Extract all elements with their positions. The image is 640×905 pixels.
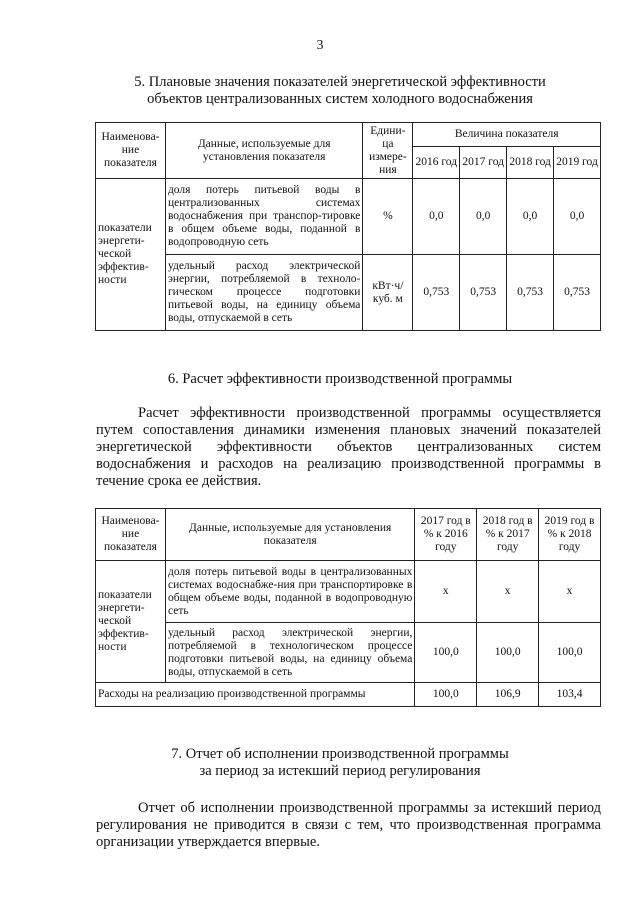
t1-row2-unit: кВт·ч/ куб. м — [363, 255, 413, 331]
t2-header-col: 2019 год в % к 2018 году — [539, 509, 601, 561]
t1-row1-value: 0,0 — [507, 179, 554, 255]
section6-paragraph-text: Расчет эффективности производственной программы осуществляется путем сопоставления динамики изменения плановых значений показателей энергетической эффективности объектов централизованных систем водоснабжения и расходов на реализацию производственной программы в течение срока ее действия. — [96, 405, 601, 489]
t1-row1-description: доля потерь питьевой воды в централизованных системах водоснабжения при транспор-тировке в общем объеме воды, поданной в водопроводную сеть — [165, 179, 362, 255]
t1-year: 2016 год — [413, 147, 460, 179]
t2-expenses-value: 103,4 — [539, 683, 601, 707]
section7-title — [60, 746, 620, 780]
t2-header-col: 2018 год в % к 2017 году — [477, 509, 539, 561]
t1-row2-description: удельный расход электрической энергии, потребляемой в техноло-гическом процессе подготовки питьевой воды, на единицу объема воды, отпускаемой в сеть — [165, 255, 362, 331]
t2-header-name: Наименова-ние показателя — [96, 509, 166, 561]
section6-title: 6. Расчет эффективности производственной программы — [167, 371, 513, 387]
section7-title-line1: 7. Отчет об исполнении производственной программы — [171, 746, 509, 762]
t2-row2-description: удельный расход электрической энергии, потребляемой в технологическом процессе подготовки питьевой воды, на единицу объема воды, отпускаемой в сеть — [165, 623, 414, 683]
t1-row1-value: 0,0 — [554, 179, 601, 255]
t1-year: 2018 год — [507, 147, 554, 179]
section7-paragraph — [96, 800, 601, 851]
t1-row1-value: 0,0 — [460, 179, 507, 255]
section6-paragraph — [96, 405, 601, 490]
t2-expenses-value: 106,9 — [477, 683, 539, 707]
t1-row2-value: 0,753 — [460, 255, 507, 331]
section5-title-line2: объектов централизованных систем холодного водоснабжения — [147, 91, 533, 107]
page-number: 3 — [316, 38, 324, 53]
t2-header-data: Данные, используемые для установления показателя — [165, 509, 414, 561]
t1-row1-unit: % — [363, 179, 413, 255]
t2-row1-value: х — [539, 561, 601, 623]
section7-paragraph-text: Отчет об исполнении производственной программы за истекший период регулирования не приводится в связи с тем, что производственная программа организации утверждается впервые. — [96, 800, 601, 850]
t2-row2-value: 100,0 — [539, 623, 601, 683]
t2-header-col: 2017 год в % к 2016 году — [415, 509, 477, 561]
t2-row2-value: 100,0 — [477, 623, 539, 683]
t1-row1-value: 0,0 — [413, 179, 460, 255]
t1-header-data: Данные, используемые для установления показателя — [165, 123, 362, 179]
t1-row2-value: 0,753 — [413, 255, 460, 331]
table-energy-efficiency — [95, 122, 601, 331]
t1-header-value: Величина показателя — [413, 123, 601, 147]
t2-row1-description: доля потерь питьевой воды в централизованных системах водоснабже-ния при транспортировке в общем объеме воды, поданной в водопроводную сеть — [165, 561, 414, 623]
t1-header-name: Наименова-ние показателя — [96, 123, 166, 179]
t1-year: 2019 год — [554, 147, 601, 179]
section5-title-line1: 5. Плановые значения показателей энергетической эффективности — [134, 74, 546, 90]
t1-year: 2017 год — [460, 147, 507, 179]
t2-row2-value: 100,0 — [415, 623, 477, 683]
section5-title — [60, 74, 620, 108]
t2-indicator-name: показатели энергети-ческой эффектив-ности — [96, 561, 166, 683]
section7-title-line2: за период за истекший период регулирования — [199, 763, 481, 779]
t1-header-unit: Едини-ца измере-ния — [363, 123, 413, 179]
t2-expenses-value: 100,0 — [415, 683, 477, 707]
t1-row2-value: 0,753 — [554, 255, 601, 331]
t2-expenses-label: Расходы на реализацию производственной программы — [96, 683, 415, 707]
t2-row1-value: х — [477, 561, 539, 623]
table-efficiency-calculation — [95, 508, 601, 707]
t1-row2-value: 0,753 — [507, 255, 554, 331]
t2-row1-value: х — [415, 561, 477, 623]
t1-indicator-name: показатели энергети-ческой эффектив-ности — [96, 179, 166, 331]
